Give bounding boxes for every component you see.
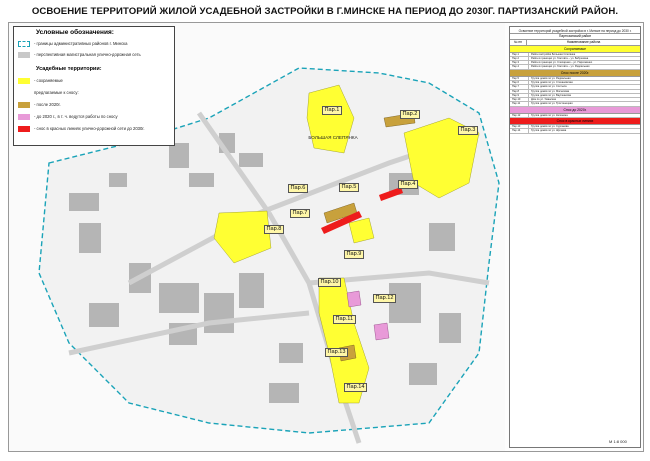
table-cell-number: Пар.4 [510, 65, 529, 68]
map-legend [13, 26, 175, 146]
table-section-title: Снос после 2020г. [510, 70, 640, 77]
table-cell-name: Дом по ул. Уманская [531, 98, 557, 102]
legend-item-red-lines: - снос в красных линиях улично-дорожной сети до 2030г. [18, 125, 145, 133]
legend-heading: Условные обозначения: [36, 29, 114, 36]
parcel-label-8[interactable]: Пар.8 [264, 225, 284, 234]
parcel-label-10[interactable]: Пар.10 [318, 278, 341, 287]
before-2020-swatch [18, 114, 30, 120]
table-cell-name: Группа домов по ул. Радиальная [531, 76, 571, 80]
table-section-title: Сохраняемые [510, 46, 640, 53]
table-cell-number: Пар.12 [510, 114, 529, 117]
parcel-label-13[interactable]: Пар.13 [325, 348, 348, 357]
table-cell-number: Пар.3 [510, 61, 529, 64]
table-header: Освоение территорий усадебной застройки в г. Минске на период до 2030 г. [518, 29, 632, 33]
road-swatch [18, 52, 30, 58]
legend-item-before-2020: - до 2020 г., в т. ч. ведутся работы по сносу [18, 113, 118, 121]
table-section-title: Снос в красных линиях [510, 118, 640, 125]
district-name: БОЛЬШАЯ СЛЕПЯНКА [308, 135, 358, 140]
parcel-label-6[interactable]: Пар.6 [288, 184, 308, 193]
table-cell-name: Район в границах ул. Гинтовта – ул. Бабушкина [531, 56, 589, 60]
boundary-swatch [18, 41, 30, 47]
parcel-label-4[interactable]: Пар.4 [398, 180, 418, 189]
table-cell-name: Группа домов по ул. Сурганова [531, 125, 569, 129]
table-cell-name: Группа домов по ул. Ваупшасова [531, 93, 571, 97]
table-cell-name: Район застройки Большая Слепянка [531, 52, 576, 56]
table-cell-name: Группа домов по ул. Стахановская [531, 80, 573, 84]
table-cell-name: Группа домов по ул. Шугаева [531, 129, 567, 133]
table-cell-name: Район в границах ул. Гинтовта – ул. Радиальная [531, 65, 590, 69]
legend-item-after-2020: - после 2020г. [18, 101, 61, 109]
table-row [510, 129, 640, 133]
table-cell-number: Пар.11 [510, 102, 529, 105]
parcel-label-11[interactable]: Пар.11 [333, 315, 356, 324]
legend-item-proposed: предлагаемые к сносу: [34, 90, 79, 95]
kept-swatch [18, 78, 30, 84]
after-2020-swatch [18, 102, 30, 108]
table-cell-number: Пар.13 [510, 125, 529, 128]
parcel-label-1[interactable]: Пар.1 [322, 106, 342, 115]
table-cell-name: Группа домов по ул. Мясникова [531, 89, 570, 93]
table-cell-name: Группа домов по ул. Солтыса [531, 85, 567, 89]
table-cell-number: Пар.9 [510, 94, 529, 97]
table-cell-number: Пар.7 [510, 85, 529, 88]
scale-label: М 1:8 000 [609, 439, 627, 444]
parcel-label-12[interactable]: Пар.12 [373, 294, 396, 303]
table-columns: № пп Наименование района [510, 39, 640, 46]
table-cell-number: Пар.8 [510, 90, 529, 93]
map-title: ОСВОЕНИЕ ТЕРРИТОРИЙ ЖИЛОЙ УСАДЕБНОЙ ЗАСТРОЙКИ В Г.МИНСКЕ НА ПЕРИОД ДО 2030Г. ПАРТИЗАНСКИЙ РАЙОН. [31, 6, 619, 17]
parcel-label-7[interactable]: Пар.7 [290, 209, 310, 218]
parcel-label-14[interactable]: Пар.14 [344, 383, 367, 392]
table-cell-name: Район в границах ул. Слесарная – ул. Пархоменко [531, 61, 593, 65]
parcel-label-3[interactable]: Пар.3 [458, 126, 478, 135]
table-cell-number: Пар.1 [510, 53, 529, 56]
table-cell-number: Пар.5 [510, 77, 529, 80]
table-district: Партизанский район [510, 33, 640, 39]
table-cell-number: Пар.14 [510, 129, 529, 132]
table-section-title: Снос до 2020г. [510, 107, 640, 114]
table-cell-name: Группа домов по ул. Калинина [531, 113, 568, 117]
parcel-label-2[interactable]: Пар.2 [400, 110, 420, 119]
table-cell-name: Группа домов по ул. Тростенецкая [531, 102, 573, 106]
legend-item-boundary: - границы административных районов г. Минска [18, 40, 127, 48]
table-cell-number: Пар.6 [510, 81, 529, 84]
legend-subheading: Усадебные территории: [36, 66, 102, 72]
legend-item-kept: - сохраняемые [18, 77, 63, 85]
table-cell-number: Пар.10 [510, 98, 529, 101]
parcel-table [509, 26, 641, 448]
legend-item-roads: - перспективная магистральная улично-дорожная сеть [18, 51, 141, 59]
red-swatch [18, 126, 30, 132]
parcel-label-5[interactable]: Пар.5 [339, 183, 359, 192]
table-body [510, 46, 640, 134]
table-cell-number: Пар.2 [510, 57, 529, 60]
map-sheet [8, 22, 644, 452]
parcel-label-9[interactable]: Пар.9 [344, 250, 364, 259]
